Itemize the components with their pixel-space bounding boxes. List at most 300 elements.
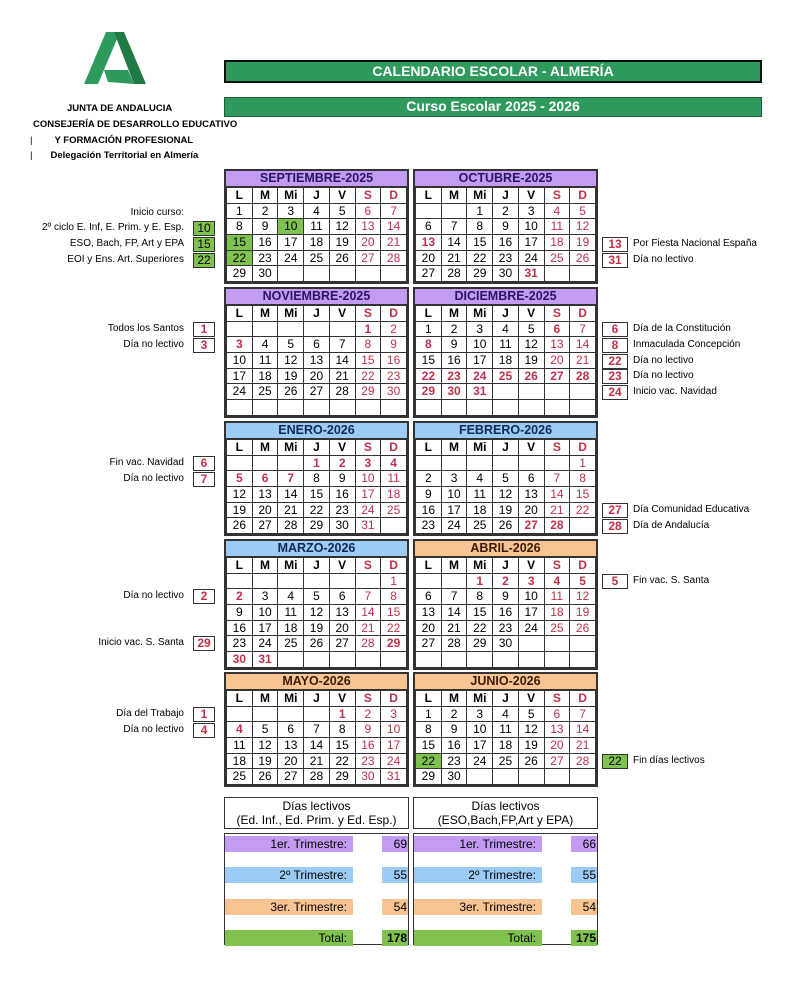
day-cell: [329, 573, 355, 589]
day-cell: [278, 266, 304, 282]
left-note-day-box: 15: [193, 237, 215, 252]
school-days-summary: [413, 797, 598, 946]
day-cell: 14: [381, 219, 407, 235]
day-cell: 15: [416, 353, 442, 369]
day-cell: 17: [355, 487, 381, 503]
day-cell: 26: [493, 518, 519, 534]
day-cell: 18: [544, 235, 570, 251]
day-cell: [544, 266, 570, 282]
day-cell: [381, 266, 407, 282]
weekday-header: V: [518, 188, 544, 204]
day-cell: [381, 518, 407, 534]
day-cell: 9: [252, 219, 278, 235]
day-cell: 4: [467, 471, 493, 487]
day-cell: 13: [329, 605, 355, 621]
day-cell: [227, 706, 253, 722]
day-cell: 14: [544, 487, 570, 503]
month-enero-2026: [224, 421, 409, 536]
day-cell: [493, 455, 519, 471]
day-cell: 22: [304, 502, 330, 518]
day-cell: 6: [416, 219, 442, 235]
day-cell: 4: [381, 455, 407, 471]
month-title: JUNIO-2026: [415, 674, 596, 690]
weekday-header: L: [227, 306, 253, 322]
weekday-header: V: [329, 558, 355, 574]
day-cell: 3: [467, 706, 493, 722]
day-cell: 24: [381, 753, 407, 769]
weekday-header: Mi: [467, 188, 493, 204]
day-cell: 22: [227, 250, 253, 266]
day-cell: [544, 400, 570, 416]
day-cell: 12: [227, 487, 253, 503]
day-cell: [544, 652, 570, 668]
weekday-header: V: [329, 306, 355, 322]
weekday-header: V: [518, 440, 544, 456]
month-abril-2026: [413, 539, 598, 670]
day-cell: 22: [467, 620, 493, 636]
day-cell: 26: [518, 368, 544, 384]
day-cell: 18: [227, 753, 253, 769]
day-cell: [304, 321, 330, 337]
day-cell: [252, 455, 278, 471]
day-cell: 11: [304, 219, 330, 235]
right-note-day-box: 22: [602, 754, 628, 769]
day-cell: 27: [329, 636, 355, 652]
day-cell: [570, 384, 596, 400]
day-cell: 18: [381, 487, 407, 503]
day-cell: 8: [355, 337, 381, 353]
day-cell: 20: [355, 235, 381, 251]
day-cell: 26: [570, 620, 596, 636]
day-cell: 31: [518, 266, 544, 282]
day-cell: [278, 455, 304, 471]
day-cell: 19: [518, 353, 544, 369]
left-note-day-box: 4: [193, 723, 215, 738]
day-cell: 7: [381, 203, 407, 219]
day-cell: 21: [570, 353, 596, 369]
weekday-header: J: [304, 440, 330, 456]
day-cell: 10: [467, 337, 493, 353]
day-cell: 27: [252, 518, 278, 534]
day-cell: 9: [441, 337, 467, 353]
weekday-header: J: [304, 558, 330, 574]
day-cell: 20: [518, 502, 544, 518]
weekday-header: M: [252, 306, 278, 322]
day-cell: 28: [304, 769, 330, 785]
day-cell: 19: [278, 368, 304, 384]
day-cell: 17: [252, 620, 278, 636]
day-cell: 15: [467, 235, 493, 251]
weekday-header: D: [381, 188, 407, 204]
day-cell: 1: [467, 203, 493, 219]
day-cell: 9: [493, 219, 519, 235]
day-cell: 13: [416, 235, 442, 251]
day-cell: 21: [329, 368, 355, 384]
day-cell: [544, 384, 570, 400]
day-cell: 5: [570, 203, 596, 219]
left-note-day-box: 1: [193, 707, 215, 722]
month-mayo-2026: [224, 672, 409, 787]
right-note-day-box: 28: [602, 519, 628, 534]
day-cell: [570, 652, 596, 668]
day-cell: 15: [355, 353, 381, 369]
day-cell: 5: [252, 722, 278, 738]
day-cell: 2: [416, 471, 442, 487]
day-cell: 31: [381, 769, 407, 785]
day-cell: 3: [278, 203, 304, 219]
day-cell: [252, 706, 278, 722]
day-cell: 9: [227, 605, 253, 621]
weekday-header: L: [416, 691, 442, 707]
day-cell: 15: [570, 487, 596, 503]
day-cell: 13: [304, 353, 330, 369]
day-cell: 15: [304, 487, 330, 503]
junta-andalucia-logo-icon: [84, 32, 146, 86]
left-note-label: Todos los Santos: [107, 323, 184, 334]
day-cell: [329, 652, 355, 668]
day-cell: 4: [493, 321, 519, 337]
day-cell: 18: [467, 502, 493, 518]
day-cell: 29: [467, 636, 493, 652]
left-note-day-box: 29: [193, 636, 215, 651]
day-cell: 14: [329, 353, 355, 369]
day-cell: 27: [518, 518, 544, 534]
day-cell: 2: [381, 321, 407, 337]
day-cell: 14: [441, 235, 467, 251]
day-cell: 21: [544, 502, 570, 518]
day-cell: 28: [570, 753, 596, 769]
day-cell: [544, 455, 570, 471]
weekday-header: Mi: [467, 691, 493, 707]
day-cell: 7: [441, 589, 467, 605]
day-cell: 4: [227, 722, 253, 738]
day-cell: 20: [416, 250, 442, 266]
day-cell: 28: [355, 636, 381, 652]
day-cell: 3: [355, 455, 381, 471]
day-cell: 6: [329, 589, 355, 605]
day-cell: 29: [416, 384, 442, 400]
day-cell: 23: [252, 250, 278, 266]
day-cell: 10: [441, 487, 467, 503]
day-cell: 10: [518, 219, 544, 235]
day-cell: 14: [441, 605, 467, 621]
day-cell: [227, 321, 253, 337]
day-cell: 26: [304, 636, 330, 652]
weekday-header: J: [493, 188, 519, 204]
day-cell: 10: [467, 722, 493, 738]
day-cell: 31: [467, 384, 493, 400]
day-cell: 18: [304, 235, 330, 251]
right-note-day-box: 22: [602, 354, 628, 369]
day-cell: [355, 573, 381, 589]
day-cell: 31: [355, 518, 381, 534]
day-cell: [467, 769, 493, 785]
day-cell: 7: [544, 471, 570, 487]
day-cell: [329, 400, 355, 416]
weekday-header: M: [252, 188, 278, 204]
day-cell: 13: [278, 738, 304, 754]
day-cell: [416, 573, 442, 589]
month-title: FEBRERO-2026: [415, 423, 596, 439]
day-cell: 9: [493, 589, 519, 605]
weekday-header: D: [381, 306, 407, 322]
day-cell: 11: [493, 722, 519, 738]
day-cell: 13: [416, 605, 442, 621]
day-cell: 28: [381, 250, 407, 266]
day-cell: 12: [252, 738, 278, 754]
day-cell: 29: [227, 266, 253, 282]
weekday-header: L: [416, 440, 442, 456]
day-cell: 14: [570, 337, 596, 353]
weekday-header: S: [544, 691, 570, 707]
day-cell: 11: [252, 353, 278, 369]
weekday-header: Mi: [278, 306, 304, 322]
day-cell: 22: [467, 250, 493, 266]
org-line-4: | Delegación Territorial en Almería: [30, 150, 199, 161]
summary-header: Días lectivos (ESO,Bach,FP,Art y EPA): [413, 797, 598, 829]
day-cell: 6: [544, 706, 570, 722]
day-cell: 18: [493, 353, 519, 369]
summary-row: 3er. Trimestre: 54: [414, 899, 597, 915]
right-note-label: Día no lectivo: [633, 254, 694, 265]
day-cell: 11: [493, 337, 519, 353]
day-cell: 23: [381, 368, 407, 384]
weekday-header: M: [441, 440, 467, 456]
left-note-day-box: 3: [193, 338, 215, 353]
day-cell: 25: [304, 250, 330, 266]
day-cell: 17: [518, 605, 544, 621]
day-cell: 21: [441, 250, 467, 266]
day-cell: 30: [493, 266, 519, 282]
calendar-title: CALENDARIO ESCOLAR - ALMERÍA: [224, 60, 762, 83]
summary-row: Total: 175: [414, 930, 597, 946]
day-cell: 24: [467, 753, 493, 769]
left-note-label: Día del Trabajo: [116, 708, 184, 719]
day-cell: [493, 400, 519, 416]
day-cell: 11: [381, 471, 407, 487]
day-cell: 28: [278, 518, 304, 534]
day-cell: 19: [493, 502, 519, 518]
day-cell: [355, 266, 381, 282]
day-cell: [570, 266, 596, 282]
day-cell: 24: [467, 368, 493, 384]
course-subtitle: Curso Escolar 2025 - 2026: [224, 97, 762, 117]
day-cell: [381, 400, 407, 416]
day-cell: 16: [252, 235, 278, 251]
day-cell: 1: [416, 706, 442, 722]
day-cell: 7: [304, 722, 330, 738]
day-cell: [304, 652, 330, 668]
weekday-header: Mi: [467, 306, 493, 322]
day-cell: [467, 652, 493, 668]
day-cell: 19: [570, 235, 596, 251]
month-octubre-2025: [413, 169, 598, 284]
day-cell: 6: [252, 471, 278, 487]
day-cell: 16: [493, 605, 519, 621]
day-cell: 26: [227, 518, 253, 534]
weekday-header: S: [355, 558, 381, 574]
left-note-label: 2º ciclo E. Inf, E. Prim. y E. Esp.: [41, 222, 184, 233]
day-cell: 28: [544, 518, 570, 534]
weekday-header: V: [329, 188, 355, 204]
day-cell: 5: [570, 573, 596, 589]
day-cell: 27: [416, 636, 442, 652]
day-cell: 15: [381, 605, 407, 621]
day-cell: 23: [441, 368, 467, 384]
day-cell: 23: [329, 502, 355, 518]
day-cell: [416, 455, 442, 471]
day-cell: [227, 400, 253, 416]
day-cell: 27: [544, 368, 570, 384]
day-cell: [441, 203, 467, 219]
left-note-day-box: 1: [193, 322, 215, 337]
summary-row: 3er. Trimestre: 54: [225, 899, 408, 915]
day-cell: 25: [278, 636, 304, 652]
day-cell: [570, 400, 596, 416]
day-cell: 21: [355, 620, 381, 636]
day-cell: 24: [441, 518, 467, 534]
day-cell: [278, 321, 304, 337]
right-note-label: Día de Andalucía: [633, 520, 710, 531]
weekday-header: L: [227, 691, 253, 707]
day-cell: 6: [416, 589, 442, 605]
weekday-header: Mi: [278, 691, 304, 707]
day-cell: 25: [227, 769, 253, 785]
day-cell: 25: [467, 518, 493, 534]
day-cell: 20: [278, 753, 304, 769]
weekday-header: M: [441, 188, 467, 204]
day-cell: 9: [381, 337, 407, 353]
day-cell: 25: [493, 368, 519, 384]
right-note-day-box: 31: [602, 253, 628, 268]
day-cell: 7: [355, 589, 381, 605]
day-cell: 11: [278, 605, 304, 621]
day-cell: [278, 706, 304, 722]
day-cell: [518, 769, 544, 785]
right-note-label: Por Fiesta Nacional España: [633, 238, 757, 249]
day-cell: [381, 652, 407, 668]
left-note-day-box: 7: [193, 472, 215, 487]
day-cell: [518, 652, 544, 668]
day-cell: 1: [329, 706, 355, 722]
day-cell: 11: [227, 738, 253, 754]
day-cell: [416, 400, 442, 416]
day-cell: 1: [355, 321, 381, 337]
right-note-day-box: 5: [602, 574, 628, 589]
day-cell: 23: [355, 753, 381, 769]
day-cell: 16: [441, 353, 467, 369]
day-cell: 27: [416, 266, 442, 282]
weekday-header: L: [416, 558, 442, 574]
weekday-header: J: [493, 306, 519, 322]
day-cell: 1: [416, 321, 442, 337]
day-cell: 19: [227, 502, 253, 518]
day-cell: 10: [227, 353, 253, 369]
day-cell: 3: [518, 573, 544, 589]
day-cell: 4: [493, 706, 519, 722]
right-note-label: Día no lectivo: [633, 370, 694, 381]
day-cell: [416, 203, 442, 219]
day-cell: 8: [304, 471, 330, 487]
day-cell: 23: [416, 518, 442, 534]
day-cell: 7: [278, 471, 304, 487]
weekday-header: S: [544, 440, 570, 456]
day-cell: 11: [467, 487, 493, 503]
weekday-header: V: [329, 440, 355, 456]
left-note-day-box: 6: [193, 456, 215, 471]
day-cell: 20: [329, 620, 355, 636]
month-title: SEPTIEMBRE-2025: [226, 171, 407, 187]
day-cell: 5: [518, 706, 544, 722]
right-note-day-box: 27: [602, 503, 628, 518]
month-diciembre-2025: [413, 287, 598, 418]
day-cell: 6: [304, 337, 330, 353]
right-note-label: Día Comunidad Educativa: [633, 504, 750, 515]
day-cell: 24: [518, 250, 544, 266]
right-note-day-box: 8: [602, 338, 628, 353]
right-note-label: Día de la Constitución: [633, 323, 731, 334]
day-cell: [278, 400, 304, 416]
day-cell: 7: [570, 321, 596, 337]
day-cell: 5: [304, 589, 330, 605]
day-cell: 17: [278, 235, 304, 251]
day-cell: 3: [467, 321, 493, 337]
day-cell: 16: [227, 620, 253, 636]
day-cell: [355, 652, 381, 668]
weekday-header: J: [304, 306, 330, 322]
day-cell: [278, 573, 304, 589]
day-cell: 1: [304, 455, 330, 471]
day-cell: 23: [493, 620, 519, 636]
month-title: ENERO-2026: [226, 423, 407, 439]
weekday-header: S: [355, 306, 381, 322]
day-cell: 22: [416, 368, 442, 384]
weekday-header: V: [518, 558, 544, 574]
day-cell: 28: [329, 384, 355, 400]
day-cell: 4: [544, 573, 570, 589]
weekday-header: S: [544, 306, 570, 322]
day-cell: 1: [381, 573, 407, 589]
left-note-label: Inicio vac. S. Santa: [98, 637, 184, 648]
month-title: DICIEMBRE-2025: [415, 289, 596, 305]
day-cell: 26: [570, 250, 596, 266]
weekday-header: D: [381, 691, 407, 707]
weekday-header: V: [518, 691, 544, 707]
day-cell: [304, 266, 330, 282]
day-cell: 10: [381, 722, 407, 738]
day-cell: [416, 652, 442, 668]
day-cell: 16: [416, 502, 442, 518]
day-cell: [252, 573, 278, 589]
right-note-day-box: 6: [602, 322, 628, 337]
day-cell: 29: [329, 769, 355, 785]
day-cell: 7: [570, 706, 596, 722]
day-cell: 21: [570, 738, 596, 754]
day-cell: [518, 400, 544, 416]
day-cell: 19: [329, 235, 355, 251]
day-cell: 25: [381, 502, 407, 518]
day-cell: 21: [278, 502, 304, 518]
day-cell: 16: [329, 487, 355, 503]
day-cell: 30: [493, 636, 519, 652]
day-cell: 16: [355, 738, 381, 754]
day-cell: 13: [252, 487, 278, 503]
day-cell: 21: [441, 620, 467, 636]
day-cell: 25: [544, 620, 570, 636]
day-cell: 9: [329, 471, 355, 487]
left-note-label: Día no lectivo: [123, 473, 184, 484]
left-note-day-box: 10: [193, 221, 215, 236]
